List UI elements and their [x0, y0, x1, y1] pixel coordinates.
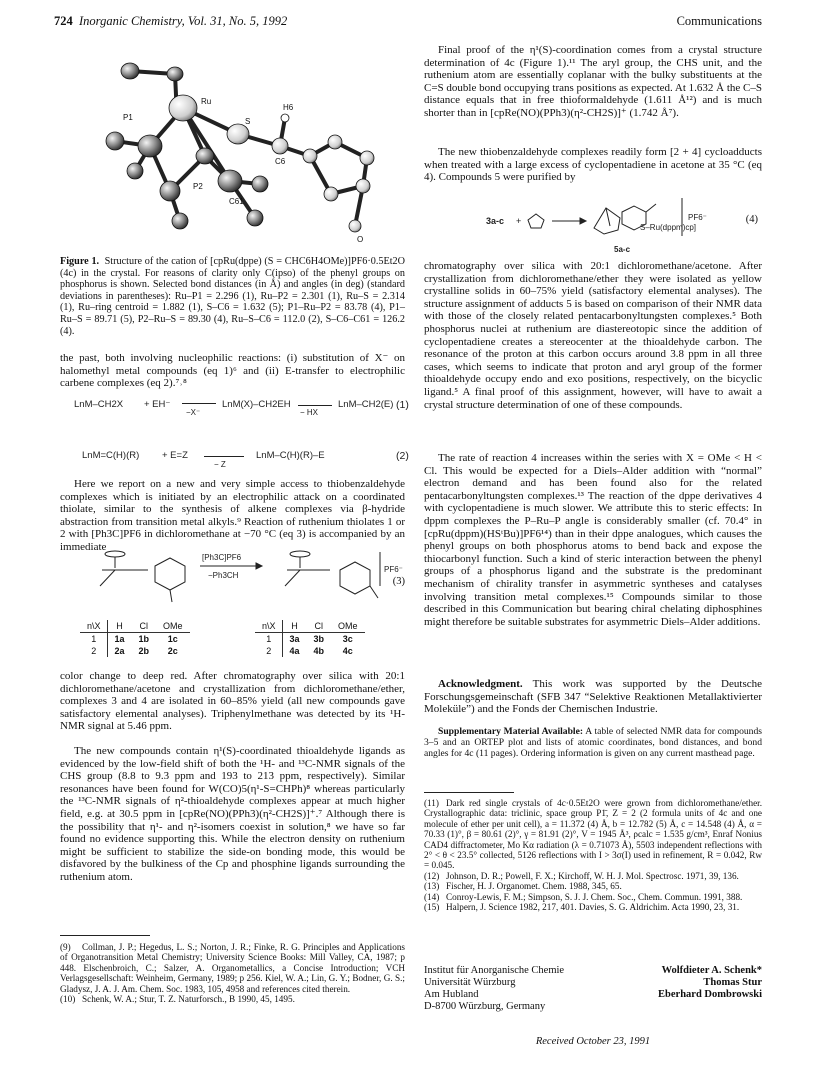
eq1-reactant: LnM–CH2X — [74, 399, 124, 410]
table-row: 2 2a 2b 2c — [80, 645, 190, 657]
right-paragraph-4: The rate of reaction 4 increases within the series with X = OMe < H < Cl. This would be expected for a Diels–Alder addition with “normal” electron demand and has been found also for the related pentacarbonyltungsten complexes.¹³ The reaction of the dppe derivatives 4 with cyclopentadiene is much slower. We attribute this to steric effects: In dppm complexes the P–Ru–P angle is considerably smaller (cf. 70.4° in [cpRu(dppm)(HSᵗBu)]PF6¹⁴) than in their dppe analogues, which causes the phenyl groups on both phosphorus atoms to bend back and expose the thiocarbonyl function. Such a kind of steric interaction between the phenyl groups of a phosphorus ligand and the substrate is the predominant mechanism of chirality transfer in asymmetric syntheses and catalyses involving transition metal complexes.¹⁵ Compounds similar to those described in this Communication but bearing chiral chelating diphosphines might therefore be suitable substrates for asymmetric Diels–Alder additions. — [424, 452, 762, 628]
table-row: 1 1a 1b 1c — [80, 633, 190, 646]
atom-label: O — [357, 235, 364, 244]
eq1-product: LnM–CH2(E) — [338, 399, 394, 410]
eq1-number: (1) — [396, 399, 409, 411]
right-paragraph-2: The new thiobenzaldehyde complexes readily form [2 + 4] cycloadducts when treated with a large excess of cyclopentadiene in acetone at 35 °C (eq 4). Compounds 5 were purified by — [424, 146, 762, 184]
atom-label: P1 — [123, 113, 133, 122]
author-name: Wolfdieter A. Schenk* — [661, 965, 762, 976]
supp-text: A table of selected NMR data for compounds 3–5 and an ORTEP plot and lists of atomic coordinates, bond distances, and bond angles for 4c (11 pages). Ordering information is given on any current masthead page. — [424, 726, 762, 759]
eq1-reagent: + EH⁻ — [144, 399, 171, 410]
eq4-plus: + — [516, 216, 522, 226]
left-paragraph-1: the past, both involving nucleophilic reactions: (i) substitution of X⁻ on halomethyl metal compounds (eq 1)⁶ and (ii) E-transfer to electrophilic carbene complexes (eq 2).⁷˒⁸ — [60, 352, 405, 390]
ack-text: This work was supported by the Deutsche Forschungsgemeinschaft (SFB 347 “Selektive Reaktionen Metallaktivierter Moleküle”) and the Fonds der Chemischen Industrie. — [424, 678, 762, 716]
eq2-product: LnM–C(H)(R)–E — [256, 450, 325, 461]
atom-label: C6 — [275, 157, 286, 166]
acknowledgment — [424, 678, 762, 716]
eq1-arrow2: − HX — [300, 408, 319, 417]
figure-1-caption — [60, 256, 405, 337]
atom-label: Ru — [201, 97, 212, 106]
eq4-number: (4) — [745, 214, 758, 225]
table-row: 1 3a 3b 3c — [255, 633, 365, 646]
eq3-reagent: [Ph3C]PF6 — [202, 553, 242, 562]
author-name: Eberhard Dombrowski — [658, 989, 762, 1000]
ack-label: Acknowledgment. — [438, 678, 523, 690]
author-name: Thomas Stur — [703, 977, 762, 988]
left-paragraph-2: Here we report on a new and very simple access to thiobenzaldehyde complexes which is initiated by an electrophilic attack on a coordinated thiolate, similar to the synthesis of alkene complexes via β-hydride abstraction from transition metal alkyls.⁹ Reaction of ruthenium thiolates 1 or 2 with [Ph3C]PF6 in dichloromethane at −70 °C (eq 3) is accompanied by an immediate — [60, 478, 405, 553]
journal-volume: Vol. 31, No. 5, 1992 — [187, 14, 288, 28]
journal-name: Inorganic Chemistry, — [79, 14, 185, 28]
atom-label: S — [245, 117, 251, 126]
reference-item: (14) Conroy-Lewis, F. M.; Simpson, S. J. J. Chem. Soc., Chem. Commun. 1991, 388. — [424, 891, 743, 902]
reference-item: (11) Dark red single crystals of 4c·0.5Et2O were grown from dichloromethane/ether. Crystallographic data: triclinic, space group P1̄, Z = 2 (2 formula units of 4c and one molecule of ether per unit cell), a = 11.372 (4) Å, b = 12.782 (5) Å, c = 14.548 (4) Å, α = 70.33 (1)°, β = 80.61 (2)°, γ = 81.91 (2)°, V = 1945 Å³, ρcalc = 1.535 g/cm³, Enraf Nonius CAD4 diffractometer, Mo Kα radiation (λ = 0.71073 Å), 5503 independent reflections with 2° < θ < 23.5° collected, 5126 reflections with I > 3σ(I) used in refinement, R = 0.042, Rw = 0.045. — [424, 798, 762, 871]
right-paragraph-3: chromatography over silica with 20:1 dichloromethane/acetone. After crystallization from dichloromethane/ether they were isolated as yellow crystalline solids in 60–75% yield (satisfactory elemental analyses). The structure assignment of adducts 5 is based on comparison of their NMR data with those of the closely related pentacarbonyltungsten complexes.⁵ Both phosphorus nuclei at ruthenium are diastereotopic since the addition of cyclopentadiene creates a stereocenter at the thioaldehyde carbon. The resonance of the proton at this carbon occurs around 3.8 ppm in all three cases, which seems to indicate that proton and aryl group of the former thioaldehyde occupy endo and exo positions, respectively, on the bicyclic ligand.⁵ A final proof of this assignment, however, will have to await a crystal structure determination of one of these compounds. — [424, 260, 762, 411]
running-header-left — [54, 14, 287, 29]
reference-item: (10) Schenk, W. A.; Stur, T. Z. Naturforsch., B 1990, 45, 1495. — [60, 994, 295, 1005]
caption-text: Structure of the cation of [cpRu(dppe) (S = CHC6H4OMe)]PF6·0.5Et2O (4c) in the crystal. For reasons of clarity only C(ipso) of the phenyl groups on phosphorus is shown. Selected bond distances (in Å) and angles (in deg) (standard deviations in parentheses): Ru–P1 = 2.296 (1), Ru–P2 = 2.301 (1), Ru–S = 2.314 (1), Ru–ring centroid = 1.882 (1), S–C6 = 1.632 (5); P1–Ru–P2 = 83.78 (4), P1–Ru–S = 89.71 (5), P2–Ru–S = 89.30 (4), Ru–S–C6 = 112.0 (2), S–C6–C61 = 126.2 (4). — [60, 256, 405, 337]
equation-4 — [424, 190, 762, 254]
eq2-number: (2) — [396, 450, 409, 462]
left-paragraph-4: The new compounds contain η¹(S)-coordinated thioaldehyde ligands as evidenced by the low-field shift of both the ¹H- and ¹³C-NMR signals of the CHS group (8.8 to 9.3 ppm and 193 to 213 ppm, respectively). Similar resonances have been found for W(CO)5(η¹-S=CHPh)⁸ whereas particularly the ¹³C-NMR signals of η²-thioaldehyde complexes appear at much higher field, e.g. at 30.5 ppm in [cpRe(NO)(PPh3)(η²-CH2S)]⁺.⁷ Although there is the possibility that η¹- and η²-isomers coexist in solution,⁸ we have so far found no evidence supporting this. While the electron density on ruthenium might be sufficient to stabilize the side-on bonding mode, this would be disfavored by the bulkiness of the Cp and phosphine ligands surrounding the ruthenium atom. — [60, 745, 405, 883]
eq4-anion: PF6⁻ — [688, 213, 707, 222]
equation-2 — [74, 436, 409, 472]
footnote-rule-left — [60, 935, 150, 936]
received-date: Received October 23, 1991 — [535, 1036, 651, 1047]
reference-item: (13) Fischer, H. J. Organomet. Chem. 1988, 345, 65. — [424, 881, 622, 892]
supplementary-material — [424, 726, 762, 759]
compound-table-3-4: n\X H Cl OMe 1 3a 3b 3c 2 4a 4b 4c — [255, 620, 365, 657]
right-paragraph-1: Final proof of the η¹(S)-coordination comes from a crystal structure determination of 4c (Figure 1).¹¹ The aryl group, the CHS unit, and the ruthenium atom are essentially coplanar with the bulky substituents at the C=S double bond occupying trans positions as expected. At 1.632 Å the C–S distance equals that in free thioformaldehyde (1.611 Å¹²) and is much shorter than in [cpRe(NO)(PPh3)(η²-CH2S)]⁺ (1.742 Å⁷). — [424, 44, 763, 119]
eq4-reactant: 3a-c — [486, 216, 505, 226]
footnote-rule-right — [424, 792, 514, 793]
eq3-anion: PF6⁻ — [384, 565, 403, 574]
left-paragraph-3: color change to deep red. After chromatography over silica with 20:1 dichloromethane/acetone and crystallization from dichloromethane/ether, complexes 3 and 4 are isolated in 60–85% yield (all new compounds gave satisfactory elemental analyses). Triphenylmethane was detected by its ¹H-NMR signal at 5.46 ppm. — [60, 670, 405, 733]
supp-label: Supplementary Material Available: — [438, 726, 584, 737]
eq2-reagent: + E=Z — [162, 450, 188, 461]
reference-item: (12) Johnson, D. R.; Powell, F. X.; Kirchoff, W. H. J. Mol. Spectrosc. 1971, 39, 136. — [424, 870, 739, 881]
eq4-ru-fragment: S–Ru(dppm)cp] — [640, 223, 697, 232]
compound-table-1-2: n\X H Cl OMe 1 1a 1b 1c 2 2a 2b 2c — [80, 620, 190, 657]
equation-1 — [74, 394, 409, 418]
author-address: Institut für Anorganische Chemie Universität Würzburg Am Hubland D-8700 Würzburg, Germany — [424, 965, 565, 1012]
eq4-product-label: 5a-c — [614, 245, 631, 254]
eq4-scheme-drawing — [424, 190, 762, 254]
atom-label: H6 — [283, 103, 294, 112]
ortep-drawing — [95, 46, 385, 246]
caption-label: Figure 1. — [60, 256, 100, 267]
page-number: 724 — [54, 14, 73, 28]
references-right — [424, 798, 762, 912]
atom-label: C61 — [229, 197, 244, 206]
references-left — [60, 942, 405, 1004]
eq3-byproduct: −Ph3CH — [208, 571, 239, 580]
eq3-scheme-drawing — [60, 546, 405, 616]
section-title: Communications — [676, 14, 762, 28]
eq1-arrow1: −X⁻ — [186, 408, 201, 417]
reference-item: (15) Halpern, J. Science 1982, 217, 401. Davies, S. G. Aldrichim. Acta 1990, 23, 31. — [424, 902, 740, 913]
eq3-number: (3) — [392, 576, 405, 587]
eq1-intermediate: LnM(X)–CH2EH — [222, 399, 291, 410]
reference-item: (9) Collman, J. P.; Hegedus, L. S.; Norton, J. R.; Finke, R. G. Principles and Applications of Organotransition Metal Chemistry; University Science Books: Mill Valley, CA, 1987; p 448. Elschenbroich, C.; Salzer, A. Organometallics, a Concise Introduction; VCH Verlagsgesellschaft: Weinheim, Germany, 1989; p 256. Kiel, W. A.; Lin, G. Y.; Bodner, G. S.; Gladysz, J. A. J. Am. Chem. Soc. 1983, 105, 4958 and references cited therein. — [60, 942, 405, 994]
figure-1-structure — [95, 46, 385, 246]
atom-label: P2 — [193, 182, 203, 191]
author-list — [580, 965, 762, 1001]
eq2-reactant: LnM=C(H)(R) — [82, 450, 140, 461]
equation-3 — [60, 546, 405, 616]
eq2-arrow: − Z — [214, 460, 226, 469]
table-row: 2 4a 4b 4c — [255, 645, 365, 657]
